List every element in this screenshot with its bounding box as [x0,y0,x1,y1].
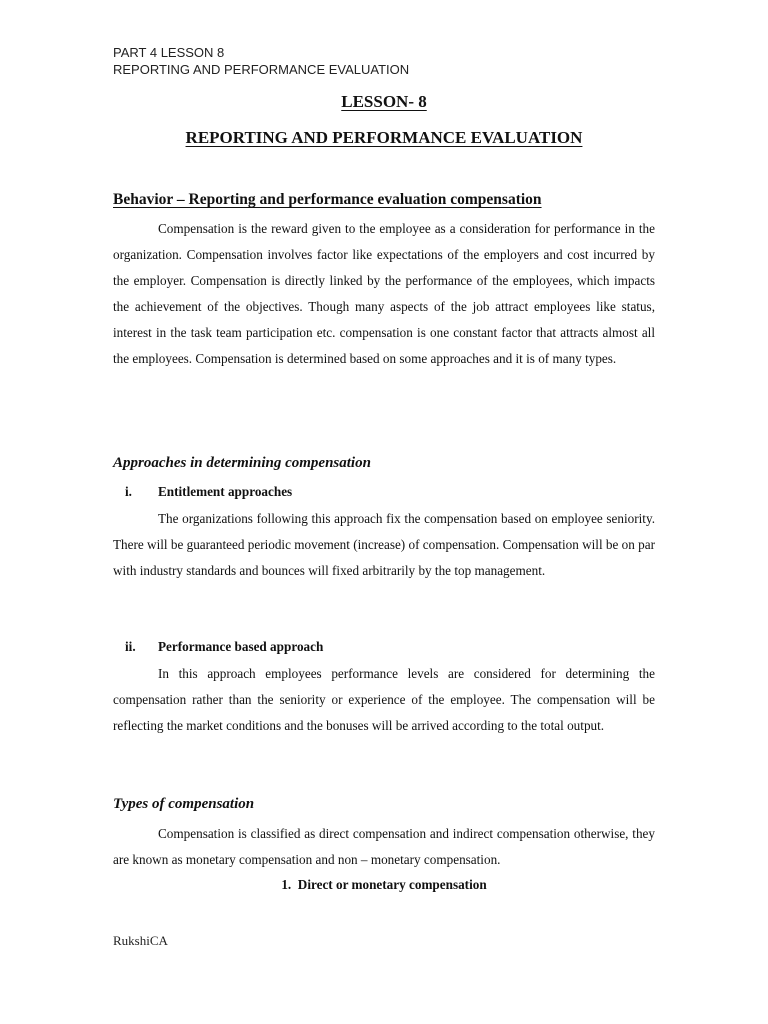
types-heading: Types of compensation [113,796,255,812]
performance-paragraph: In this approach employees performance levels are considered for determining the compensation rather than the seniority or experience of the employee. The compensation will be reflecting the market conditions and the bonuses will be arrived according to the total output. [113,666,655,733]
running-header [113,44,409,78]
types-paragraph: Compensation is classified as direct compensation and indirect compensation otherwise, they are known as monetary compensation and non – monetary compensation. [113,826,655,867]
approach-item-number: i. [125,484,132,499]
lesson-subtitle: REPORTING AND PERFORMANCE EVALUATION [185,128,583,147]
section-heading: Behavior – Reporting and performance evaluation compensation [113,191,542,208]
header-part-lesson: PART 4 LESSON 8 [113,45,225,60]
approaches-heading: Approaches in determining compensation [113,455,371,471]
footer-author: RukshiCA [113,933,168,948]
entitlement-paragraph: The organizations following this approach fix the compensation based on employee seniority. There will be guaranteed periodic movement (increase) of compensation. Compensation will be on par with industry standards and bounces will fixed arbitrarily by the top management. [113,511,655,578]
intro-paragraph: Compensation is the reward given to the employee as a consideration for performance in the organization. Compensation involves factor like expectations of the employers and cost incurred by the employer. Compensation is directly linked by the performance of the employees, which impacts the achievement of the objectives. Though many aspects of the job attract employees like status, interest in the task team participation etc. compensation is one constant factor that attracts almost all the employees. Compensation is determined based on some approaches and it is of many types. [113,221,655,366]
header-topic: REPORTING AND PERFORMANCE EVALUATION [113,62,410,77]
lesson-title: LESSON- 8 [341,92,427,111]
direct-compensation-heading: 1. Direct or monetary compensation [281,877,487,892]
approach-item-number: ii. [125,639,136,654]
approach-item-title: Entitlement approaches [158,484,293,499]
approach-item-title: Performance based approach [158,639,324,654]
